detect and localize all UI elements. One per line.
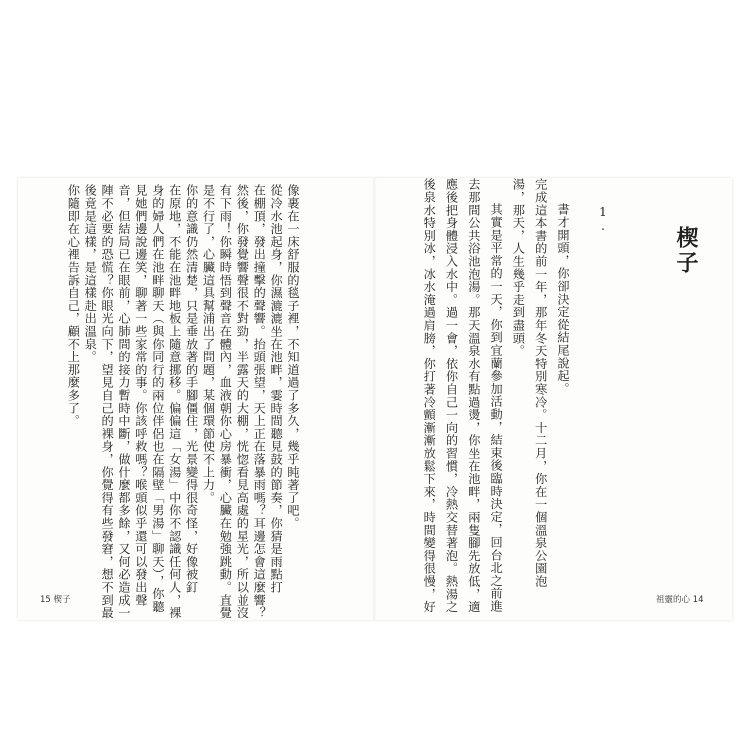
text-line: 音，但結局已在眼前，心肺間的接力暫時中斷，做什麼都多餘，又何必造成一	[117, 184, 131, 620]
left-folio-number: 15	[40, 595, 51, 605]
text-line: 你隨即在心裡告訴自己，顧不上那麼多了。	[66, 184, 81, 428]
text-line: 有下雨！你瞬時悟到聲音在體內，血液朝你心房暴衝，心臟在勉強跳動。直覺	[218, 184, 233, 620]
text-line: 去那間公共浴池泡湯。那天溫泉水有點過燙，你坐在池畔，兩隻腳先放低，適	[466, 178, 481, 614]
text-line: 是不行了，心臟這具幫浦出了問題，某個環節使不上力。	[201, 184, 216, 504]
text-line: 書才開頭，你卻決定從結尾說起。	[556, 203, 570, 395]
section-number: 1.	[596, 205, 610, 233]
right-page-folio	[656, 593, 704, 605]
text-line: 湯，那天，人生幾乎走到盡頭。	[511, 178, 526, 358]
text-line: 其實是平常的一天，你到宜蘭參加活動，結束後臨時決定，回台北之前進	[489, 203, 504, 613]
text-line: 陣不必要的恐慌？你眼光向下，望見自己的裸身，你覺得有些發窘，想不到最	[100, 184, 115, 620]
left-folio-label: 楔子	[53, 595, 71, 605]
text-line: 在棚頂，發出撞擊的聲響。抬頭張望，天上正在落暴雨嗎？耳邊怎會這麼響？	[252, 184, 267, 620]
text-line: 然後，你發覺響聲很不對勁，半露天的大棚，恍惚看見高處的星光，所以並沒	[235, 184, 250, 620]
text-line: 從冷水池起身，你濕漉漉坐在池畔，霎時間聽見鼓的節奏，你猜是雨點打	[269, 184, 284, 594]
text-line: 身的婦人們在池畔聊天（與你同行的兩位伴侶也在隔壁「男湯」聊天），你聽	[150, 184, 165, 614]
text-line: 應後把身體浸入水中。過一會，依你自己一向的習慣，冷熱交替著泡。熱湯之	[444, 178, 459, 614]
left-page-folio	[40, 593, 71, 605]
text-line: 見她們邊說邊笑，聊著一些家常的事。你該呼救嗎？喉頭似乎還可以發出聲	[133, 184, 148, 607]
text-line: 在原地，不能在池畔地板上隨意挪移。偏偏這「女湯」中你不認識任何人，裸	[167, 184, 182, 620]
text-line: 完成這本書的前一年，那年冬天特別寒冷。十二月，你在一個溫泉公園泡	[533, 178, 548, 588]
text-line: 後竟是這樣，是這樣赴出溫泉。	[83, 184, 98, 364]
text-line: 後泉水特別冰，冰水淹過肩膀，你打著冷顫漸漸放鬆下來，時間變得很慢，好	[422, 178, 437, 614]
text-line: 像裹在一床舒服的毯子裡，不知道過了多久，幾乎盹著了吧。	[286, 184, 300, 530]
right-folio-label: 祖靈的心	[656, 595, 691, 605]
chapter-title: 楔子	[673, 226, 699, 276]
page-gutter	[373, 178, 377, 620]
right-folio-number: 14	[692, 595, 704, 605]
text-line: 你的意識仍然清楚，只是垂放著的手腳僵住，光景變得很奇怪，好像被釘	[184, 184, 199, 594]
